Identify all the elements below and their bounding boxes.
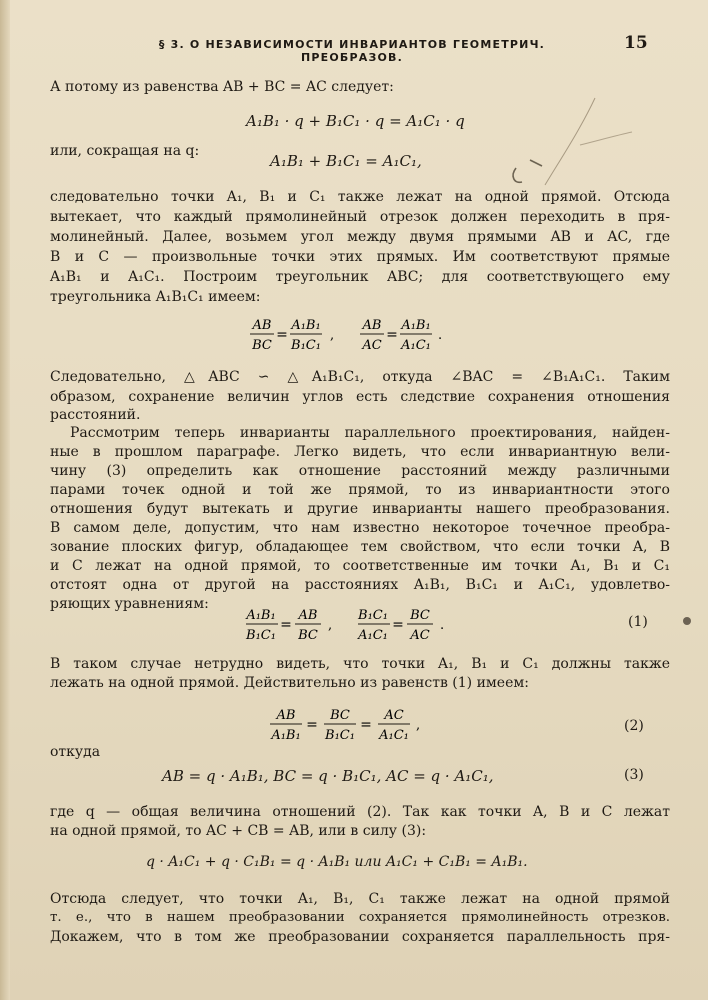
formula-separator: ,	[330, 328, 335, 343]
equation-number: (1)	[628, 614, 648, 630]
fraction-denominator: A₁B₁	[271, 728, 301, 743]
formula-separator: ,	[328, 618, 333, 633]
formula-line: A₁B₁ + B₁C₁ = A₁C₁,	[270, 152, 422, 170]
fraction-numerator: A₁B₁	[401, 318, 431, 333]
ratio-svg	[268, 705, 438, 745]
svg-text:=: =	[306, 717, 318, 733]
fraction-denominator: A₁C₁	[401, 338, 431, 353]
text-line: парами точек одной и той же прямой, то из инвариантности этого	[50, 482, 670, 498]
fraction-numerator: AC	[384, 708, 404, 723]
svg-text:=: =	[392, 617, 404, 633]
fraction-numerator: AB	[298, 608, 318, 623]
fraction-numerator: A₁B₁	[291, 318, 321, 333]
fraction-numerator: AB	[276, 708, 296, 723]
equation-number: (2)	[624, 718, 644, 734]
text-line: В самом деле, допустим, что нам известно некоторое точечное преобра-	[50, 520, 670, 536]
text-line: треугольника A₁B₁C₁ имеем:	[50, 289, 261, 305]
page-number: 15	[624, 33, 648, 53]
ratio-svg	[244, 605, 352, 645]
fraction-numerator: A₁B₁	[246, 608, 276, 623]
fraction-numerator: AB	[362, 318, 382, 333]
text-line: Докажем, что в том же преобразовании сохраняется параллельность пря-	[50, 929, 670, 945]
text-line: на одной прямой, то AC + CB = AB, или в силу (3):	[50, 823, 427, 839]
text-line: А потому из равенства AB + BC = AC следует:	[50, 79, 394, 95]
ratio-svg	[356, 605, 464, 645]
formula-ratio-2	[358, 315, 458, 359]
formula-separator: ,	[416, 718, 421, 733]
text-line: или, сокращая на q:	[50, 143, 200, 159]
text-line: Отсюда следует, что точки A₁, B₁, C₁ также лежат на одной прямой	[50, 891, 670, 907]
text-line: образом, сохранение величин углов есть следствие сохранения отношения	[50, 389, 670, 405]
fraction-denominator: BC	[252, 338, 272, 353]
fraction-denominator: A₁C₁	[358, 628, 388, 643]
ratio-svg	[358, 315, 458, 355]
text-line: лежать на одной прямой. Действительно из равенств (1) имеем:	[50, 675, 529, 691]
svg-text:=: =	[360, 717, 372, 733]
text-line: A₁B₁ и A₁C₁. Построим треугольник ABC; для соответствующего ему	[50, 269, 670, 285]
svg-text:=: =	[280, 617, 292, 633]
fraction-denominator: BC	[298, 628, 318, 643]
fraction-numerator: AB	[252, 318, 272, 333]
formula-eq1a	[244, 605, 352, 649]
text-line: следовательно точки A₁, B₁ и C₁ также лежат на одной прямой. Отсюда	[50, 189, 670, 205]
formula-line: A₁B₁ · q + B₁C₁ · q = A₁C₁ · q	[246, 112, 465, 130]
formula-eq4: q · A₁C₁ + q · C₁B₁ = q · A₁B₁ или A₁C₁ + C₁B₁ = A₁B₁.	[146, 854, 528, 870]
text-line: отношения будут вытекать и другие инварианты нашего преобразования.	[50, 501, 670, 517]
text-line: вытекает, что каждый прямолинейный отрезок должен переходить в пря-	[50, 209, 670, 225]
svg-text:=: =	[386, 327, 398, 343]
formula-eq1b	[356, 605, 464, 649]
equation-number: (3)	[624, 767, 644, 783]
formula-separator: .	[438, 328, 443, 343]
fraction-denominator: A₁C₁	[379, 728, 409, 743]
text-line: т. е., что в нашем преобразовании сохраняется прямолинейность отрезков.	[50, 910, 670, 925]
ratio-svg	[248, 315, 348, 355]
fraction-numerator: B₁C₁	[358, 608, 388, 623]
fraction-denominator: B₁C₁	[291, 338, 321, 353]
text-line: откуда	[50, 744, 101, 760]
svg-text:=: =	[276, 327, 288, 343]
text-line: чину (3) определить как отношение расстояний между различными	[50, 463, 670, 479]
page-edge-shadow	[0, 0, 10, 1000]
fraction-denominator: B₁C₁	[325, 728, 355, 743]
fraction-denominator: B₁C₁	[246, 628, 276, 643]
fraction-numerator: BC	[330, 708, 350, 723]
formula-ratio-1	[248, 315, 348, 359]
text-line: ные в прошлом параграфе. Легко видеть, что если инвариантную вели-	[50, 444, 670, 460]
formula-separator: .	[440, 618, 445, 633]
text-line: молинейный. Далее, возьмем угол между двумя прямыми AB и AC, где	[50, 229, 670, 245]
fraction-denominator: AC	[362, 338, 382, 353]
fraction-numerator: BC	[410, 608, 430, 623]
text-line: B и C — произвольные точки этих прямых. Им соответствуют прямые	[50, 249, 670, 265]
text-line: отстоят одна от другой на расстояниях A₁B₁, B₁C₁ и A₁C₁, удовлетво-	[50, 577, 670, 593]
running-header: § 3. О НЕЗАВИСИМОСТИ ИНВАРИАНТОВ ГЕОМЕТРИЧ. ПРЕОБРАЗОВ.	[158, 38, 546, 64]
text-line: ряющих уравнениям:	[50, 596, 209, 612]
paragraph-first-line: Рассмотрим теперь инварианты параллельного проектирования, найден-	[70, 425, 670, 441]
text-line: и C лежат на одной прямой, то соответственные им точки A₁, B₁ и C₁	[50, 558, 670, 574]
text-line: Следовательно, △ABC ∽ △A₁B₁C₁, откуда ∠BAC = ∠B₁A₁C₁. Таким	[50, 369, 670, 385]
pencil-mark	[500, 90, 640, 200]
text-line: В таком случае нетрудно видеть, что точки A₁, B₁ и C₁ должны также	[50, 656, 670, 672]
formula-eq3: AB = q · A₁B₁, BC = q · B₁C₁, AC = q · A₁C₁,	[162, 767, 494, 785]
text-line: где q — общая величина отношений (2). Так как точки A, B и C лежат	[50, 804, 670, 820]
ink-spot	[683, 617, 691, 625]
text-line: зование плоских фигур, обладающее тем свойством, что если точки A, B	[50, 539, 670, 555]
fraction-denominator: AC	[410, 628, 430, 643]
text-line: расстояний.	[50, 407, 141, 423]
